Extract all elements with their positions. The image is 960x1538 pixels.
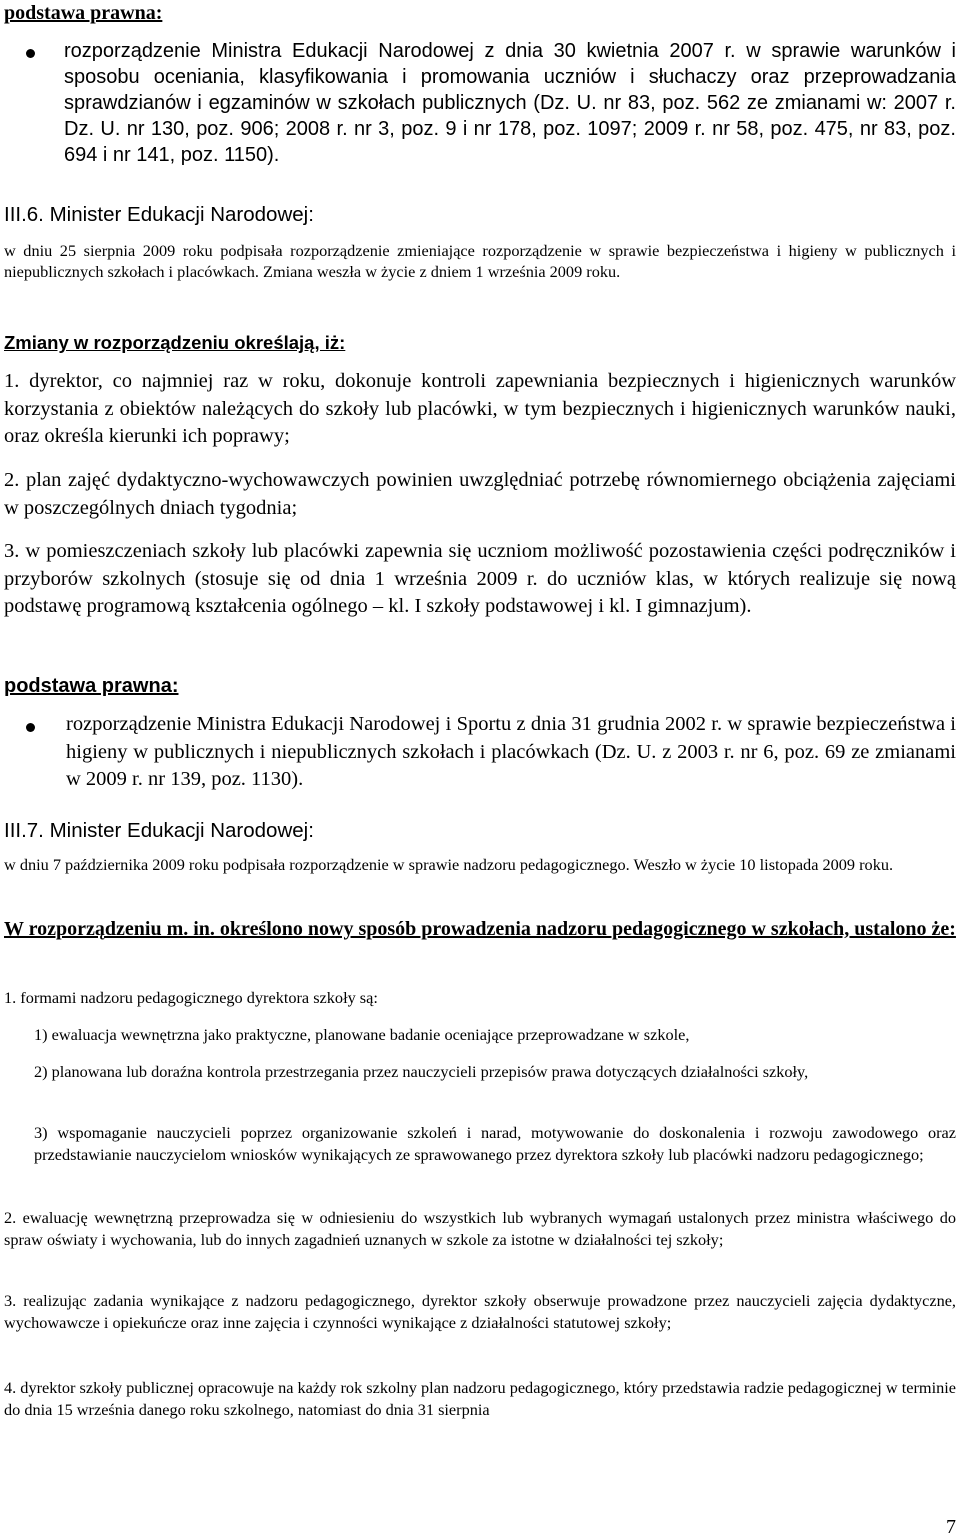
legal-basis-heading-top: podstawa prawna:	[4, 2, 163, 24]
section-iii7-title: III.7. Minister Edukacji Narodowej:	[4, 819, 314, 842]
page-number: 7	[946, 1516, 956, 1538]
supervision-item-1: 1. formami nadzoru pedagogicznego dyrektora szkoły są:	[4, 988, 378, 1007]
section-iii6-intro: w dniu 25 sierpnia 2009 roku podpisała rozporządzenie zmieniające rozporządzenie w sprawie bezpieczeństwa i higieny w publicznych i niepublicznych szkołach i placówkach. Zmiana weszła w życie z dniem 1 września 2009 roku.	[4, 241, 956, 281]
legal-basis-heading-iii6: podstawa prawna:	[4, 675, 179, 697]
supervision-item-3: 3. realizując zadania wynikające z nadzoru pedagogicznego, dyrektor szkoły obserwuje prowadzone przez nauczycieli zajęcia dydaktyczne, wychowawcze i opiekuńcze oraz inne zajęcia i czynności wynikające z działalności statutowej szkoły;	[4, 1291, 956, 1332]
supervision-subitem-1: 1) ewaluacja wewnętrzna jako praktyczne, planowane badanie oceniające przeprowadzane w szkole,	[34, 1025, 690, 1044]
bullet-icon	[26, 723, 35, 732]
legal-basis-text: rozporządzenie Ministra Edukacji Narodowej i Sportu z dnia 31 grudnia 2002 r. w sprawie bezpieczeństwa i higieny w publicznych i niepublicznych szkołach i placówkach (Dz. U. z 2003 r. nr 6, poz. 69 ze zmianami w 2009 r. nr 139, poz. 1130).	[66, 713, 956, 790]
supervision-subitem-2: 2) planowana lub doraźna kontrola przestrzegania przez nauczycieli przepisów prawa dotyczących działalności szkoły,	[34, 1062, 809, 1081]
section-iii7-subheading: W rozporządzeniu m. in. określono nowy sposób prowadzenia nadzoru pedagogicznego w szkołach, ustalono że:	[4, 918, 956, 940]
legal-basis-bullet-top	[4, 38, 956, 188]
section-iii6-title: III.6. Minister Edukacji Narodowej:	[4, 203, 314, 226]
bullet-icon	[26, 49, 35, 58]
supervision-item-2: 2. ewaluację wewnętrzną przeprowadza się w odniesieniu do wszystkich lub wybranych wymagań ustalonych przez ministra właściwego do spraw oświaty i wychowania, lub do innych zagadnień uznanych w szkole za istotne w działalności tej szkoły;	[4, 1208, 956, 1249]
change-item-2: 2. plan zajęć dydaktyczno-wychowawczych powinien uwzględniać potrzebę równomiernego obciążenia zajęciami w poszczególnych dniach tygodnia;	[4, 469, 956, 519]
supervision-subitem-3: 3) wspomaganie nauczycieli poprzez organizowanie szkoleń i narad, motywowanie do doskonalenia i rozwoju zawodowego oraz przedstawianie nauczycielom wniosków wynikających ze sprawowanego przez dyrektora szkoły lub placówki nadzoru pedagogicznego;	[34, 1123, 956, 1164]
legal-basis-text: rozporządzenie Ministra Edukacji Narodowej z dnia 30 kwietnia 2007 r. w sprawie warunków i sposobu oceniania, klasyfikowania i promowania uczniów i słuchaczy oraz przeprowadzania sprawdzianów i egzaminów w szkołach publicznych (Dz. U. nr 83, poz. 562 ze zmianami w: 2007 r. Dz. U. nr 130, poz. 906; 2008 r. nr 3, poz. 9 i nr 178, poz. 1097; 2009 r. nr 58, poz. 475, nr 83, poz. 694 i nr 141, poz. 1150).	[64, 40, 956, 166]
section-iii7-intro: w dniu 7 października 2009 roku podpisała rozporządzenie w sprawie nadzoru pedagogicznego. Weszło w życie 10 listopada 2009 roku.	[4, 855, 894, 874]
change-item-1: 1. dyrektor, co najmniej raz w roku, dokonuje kontroli zapewniania bezpiecznych i higienicznych warunków korzystania z obiektów należących do szkoły lub placówki, w tym bezpiecznych i higienicznych warunków nauki, oraz określa kierunki ich poprawy;	[4, 370, 956, 447]
legal-basis-bullet-iii6	[4, 711, 956, 801]
change-item-3: 3. w pomieszczeniach szkoły lub placówki zapewnia się uczniom możliwość pozostawienia części podręczników i przyborów szkolnych (stosuje się od dnia 1 września 2009 r. do uczniów klas, w których realizuje się nową podstawę programową kształcenia ogólnego – kl. I szkoły podstawowej i kl. I gimnazjum).	[4, 540, 956, 617]
supervision-item-4: 4. dyrektor szkoły publicznej opracowuje na każdy rok szkolny plan nadzoru pedagogicznego, który przedstawia radzie pedagogicznej w terminie do dnia 15 września danego roku szkolnego, natomiast do dnia 31 sierpnia	[4, 1378, 956, 1419]
section-iii6-subheading: Zmiany w rozporządzeniu określają, iż:	[4, 332, 346, 353]
